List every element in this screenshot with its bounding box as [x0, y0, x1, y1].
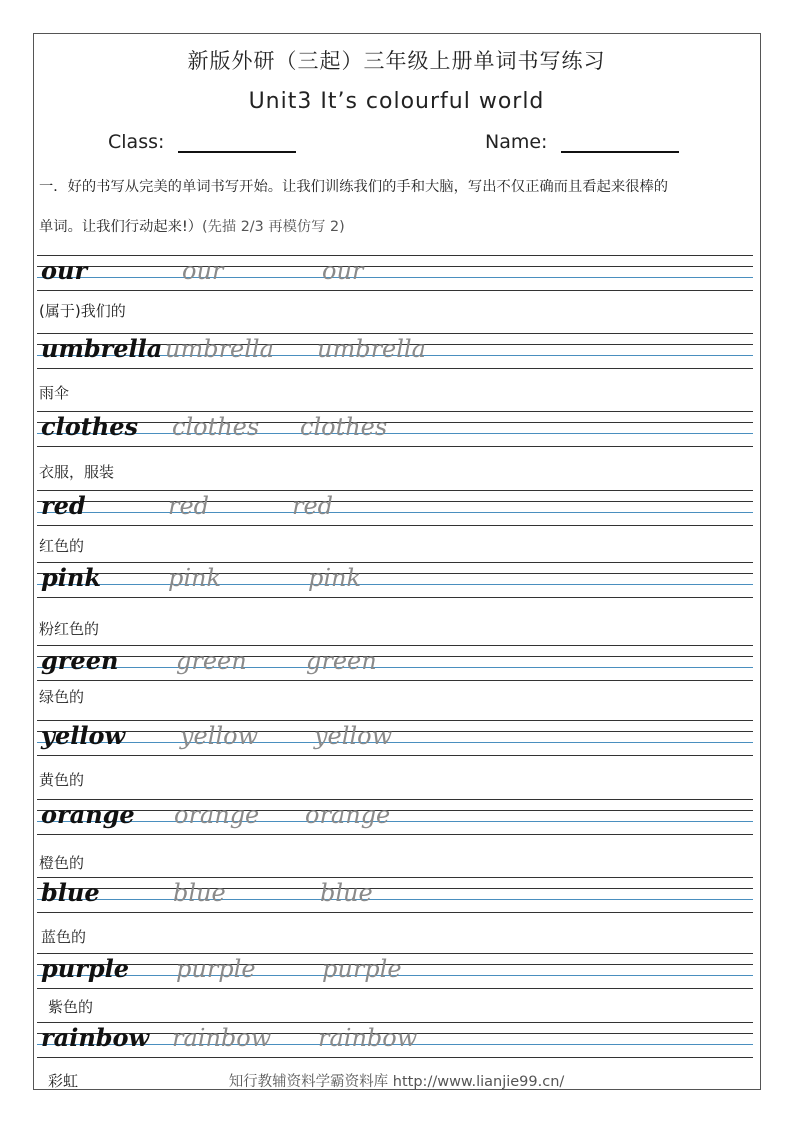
instruction-line-1: 一．好的书写从完美的单词书写开始。让我们训练我们的手和大脑，写出不仅正确而且看起来很棒的 — [39, 179, 669, 195]
writing-rule — [37, 255, 753, 256]
trace-word: purple — [322, 955, 402, 983]
word-meaning: 绿色的 — [39, 688, 85, 706]
worksheet-title: 新版外研（三起）三年级上册单词书写练习 — [187, 49, 606, 73]
word-meaning: 雨伞 — [39, 384, 70, 402]
trace-word: clothes — [172, 413, 260, 441]
practice-row[interactable] — [37, 490, 753, 528]
class-label: Class: — [108, 131, 165, 153]
instruction-text: 单词。让我们行动起来!） — [39, 219, 202, 235]
model-word: yellow — [41, 721, 126, 750]
model-word: rainbow — [41, 1023, 150, 1052]
name-blank[interactable] — [561, 133, 679, 153]
writing-rule — [37, 755, 753, 756]
writing-rule — [37, 988, 753, 989]
writing-rule — [37, 731, 753, 732]
word-meaning: 粉红色的 — [39, 620, 100, 638]
word-meaning: 衣服，服装 — [39, 463, 115, 481]
word-meaning: 橙色的 — [39, 854, 85, 872]
practice-row[interactable] — [37, 255, 753, 293]
writing-rule — [37, 597, 753, 598]
unit-title: Unit3 It’s colourful world — [248, 89, 545, 114]
trace-word: red — [292, 492, 334, 520]
model-word: green — [41, 646, 119, 675]
trace-word: rainbow — [172, 1024, 272, 1052]
trace-word: green — [176, 647, 247, 675]
writing-rule — [37, 562, 753, 563]
practice-row[interactable] — [37, 411, 753, 449]
instruction-note: (先描 2/3 再模仿写 2) — [202, 219, 345, 235]
writing-rule — [37, 888, 753, 889]
model-word: orange — [41, 800, 135, 829]
class-blank[interactable] — [178, 133, 296, 153]
trace-word: blue — [320, 879, 373, 907]
writing-rule — [37, 1057, 753, 1058]
model-word: red — [41, 491, 86, 520]
practice-row[interactable] — [37, 1022, 753, 1060]
practice-row[interactable] — [37, 799, 753, 837]
baseline-rule — [37, 433, 753, 434]
baseline-rule — [37, 821, 753, 822]
writing-rule — [37, 877, 753, 878]
word-meaning: 红色的 — [39, 537, 85, 555]
trace-word: green — [306, 647, 377, 675]
writing-rule — [37, 645, 753, 646]
practice-row[interactable] — [37, 562, 753, 600]
trace-word: yellow — [180, 722, 259, 750]
writing-rule — [37, 912, 753, 913]
writing-rule — [37, 501, 753, 502]
trace-word: red — [168, 492, 210, 520]
writing-rule — [37, 834, 753, 835]
writing-rule — [37, 799, 753, 800]
practice-row[interactable] — [37, 333, 753, 371]
name-label: Name: — [485, 131, 548, 153]
writing-rule — [37, 368, 753, 369]
model-word: umbrella — [41, 334, 163, 363]
writing-rule — [37, 656, 753, 657]
writing-rule — [37, 525, 753, 526]
practice-row[interactable] — [37, 645, 753, 683]
trace-word: rainbow — [318, 1024, 418, 1052]
model-word: our — [41, 256, 88, 285]
trace-word: purple — [176, 955, 256, 983]
trace-word: umbrella — [317, 335, 426, 363]
baseline-rule — [37, 512, 753, 513]
baseline-rule — [37, 277, 753, 278]
footer-watermark: 知行教辅资料学霸资料库 http://www.lianjie99.cn/ — [228, 1074, 565, 1090]
trace-word: orange — [305, 801, 391, 829]
writing-rule — [37, 290, 753, 291]
word-meaning: 黄色的 — [39, 771, 85, 789]
writing-rule — [37, 446, 753, 447]
writing-rule — [37, 810, 753, 811]
trace-word: yellow — [314, 722, 393, 750]
model-word: blue — [41, 878, 100, 907]
writing-rule — [37, 490, 753, 491]
trace-word: our — [182, 257, 224, 285]
trace-word: pink — [308, 564, 362, 592]
writing-rule — [37, 953, 753, 954]
class-field — [108, 131, 296, 153]
practice-row[interactable] — [37, 877, 753, 915]
baseline-rule — [37, 899, 753, 900]
practice-row[interactable] — [37, 720, 753, 758]
writing-rule — [37, 573, 753, 574]
word-meaning: 彩虹 — [48, 1072, 79, 1090]
trace-word: pink — [168, 564, 222, 592]
trace-word: umbrella — [165, 335, 274, 363]
trace-word: orange — [174, 801, 260, 829]
trace-word: clothes — [300, 413, 388, 441]
word-meaning: 紫色的 — [48, 998, 94, 1016]
writing-rule — [37, 266, 753, 267]
writing-rule — [37, 411, 753, 412]
model-word: clothes — [41, 412, 139, 441]
model-word: purple — [41, 954, 130, 983]
writing-rule — [37, 680, 753, 681]
baseline-rule — [37, 667, 753, 668]
name-field — [485, 131, 679, 153]
model-word: pink — [41, 563, 101, 592]
word-meaning: 蓝色的 — [41, 928, 87, 946]
trace-word: our — [322, 257, 364, 285]
instruction-line-2 — [39, 216, 751, 236]
baseline-rule — [37, 742, 753, 743]
baseline-rule — [37, 584, 753, 585]
practice-row[interactable] — [37, 953, 753, 991]
trace-word: blue — [173, 879, 226, 907]
writing-rule — [37, 422, 753, 423]
writing-rule — [37, 720, 753, 721]
word-meaning: (属于)我们的 — [39, 302, 126, 320]
